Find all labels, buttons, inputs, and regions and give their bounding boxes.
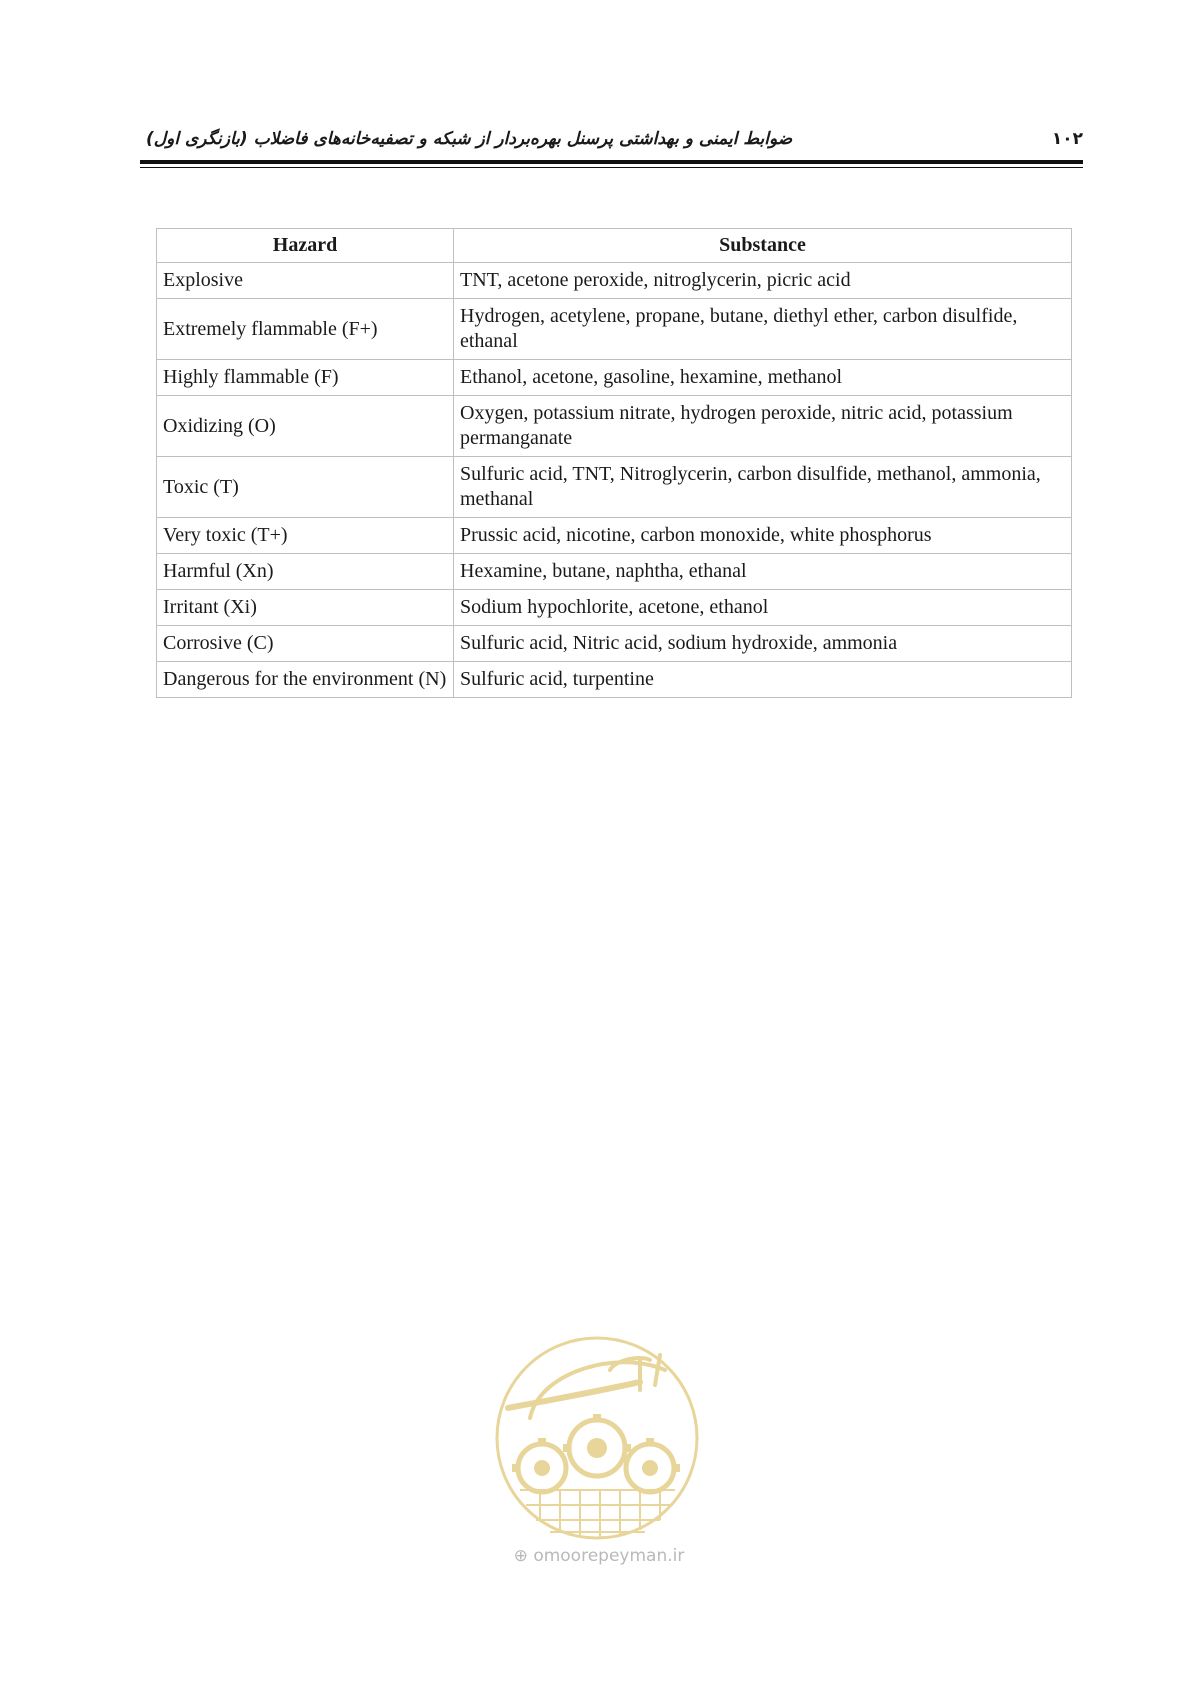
- running-header-title: ضوابط ایمنی و بهداشتی پرسنل بهره‌بردار از شبکه و تصفیه‌خانه‌های فاضلاب (بازنگری اول): [146, 129, 793, 149]
- hazard-cell: Very toxic (T+): [157, 518, 454, 554]
- substance-cell: Hexamine, butane, naphtha, ethanal: [454, 554, 1072, 590]
- table-row: [157, 396, 1072, 457]
- hazard-cell: Irritant (Xi): [157, 590, 454, 626]
- page-header: [140, 126, 1083, 152]
- hazard-cell: Explosive: [157, 263, 454, 299]
- hazard-cell: Oxidizing (O): [157, 396, 454, 457]
- substance-cell: Sulfuric acid, Nitric acid, sodium hydroxide, ammonia: [454, 626, 1072, 662]
- hazard-cell: Dangerous for the environment (N): [157, 662, 454, 698]
- substance-cell: Sodium hypochlorite, acetone, ethanol: [454, 590, 1072, 626]
- hazard-cell: Corrosive (C): [157, 626, 454, 662]
- table-row: [157, 457, 1072, 518]
- substance-cell: Sulfuric acid, TNT, Nitroglycerin, carbon disulfide, methanol, ammonia, methanal: [454, 457, 1072, 518]
- column-header-hazard: Hazard: [157, 229, 454, 263]
- table-row: [157, 263, 1072, 299]
- table-row: [157, 662, 1072, 698]
- hazard-table: [156, 228, 1072, 698]
- column-header-substance: Substance: [454, 229, 1072, 263]
- table-header-row: [157, 229, 1072, 263]
- table-row: [157, 554, 1072, 590]
- substance-cell: Ethanol, acetone, gasoline, hexamine, methanol: [454, 360, 1072, 396]
- table-row: [157, 518, 1072, 554]
- header-rule-thick: [140, 160, 1083, 164]
- header-rule-thin: [140, 167, 1083, 168]
- table-row: [157, 360, 1072, 396]
- table-row: [157, 299, 1072, 360]
- substance-cell: TNT, acetone peroxide, nitroglycerin, picric acid: [454, 263, 1072, 299]
- substance-cell: Prussic acid, nicotine, carbon monoxide, white phosphorus: [454, 518, 1072, 554]
- hazard-cell: Highly flammable (F): [157, 360, 454, 396]
- substance-cell: Sulfuric acid, turpentine: [454, 662, 1072, 698]
- hazard-cell: Harmful (Xn): [157, 554, 454, 590]
- hazard-cell: Toxic (T): [157, 457, 454, 518]
- page-number: ۱۰۲: [1051, 129, 1083, 149]
- hazard-cell: Extremely flammable (F+): [157, 299, 454, 360]
- globe-icon: ⊕: [513, 1546, 528, 1566]
- table-row: [157, 626, 1072, 662]
- table-row: [157, 590, 1072, 626]
- substance-cell: Oxygen, potassium nitrate, hydrogen peroxide, nitric acid, potassium permanganate: [454, 396, 1072, 457]
- substance-cell: Hydrogen, acetylene, propane, butane, diethyl ether, carbon disulfide, ethanal: [454, 299, 1072, 360]
- watermark-url: ⊕ omoorepeyman.ir: [513, 1546, 685, 1566]
